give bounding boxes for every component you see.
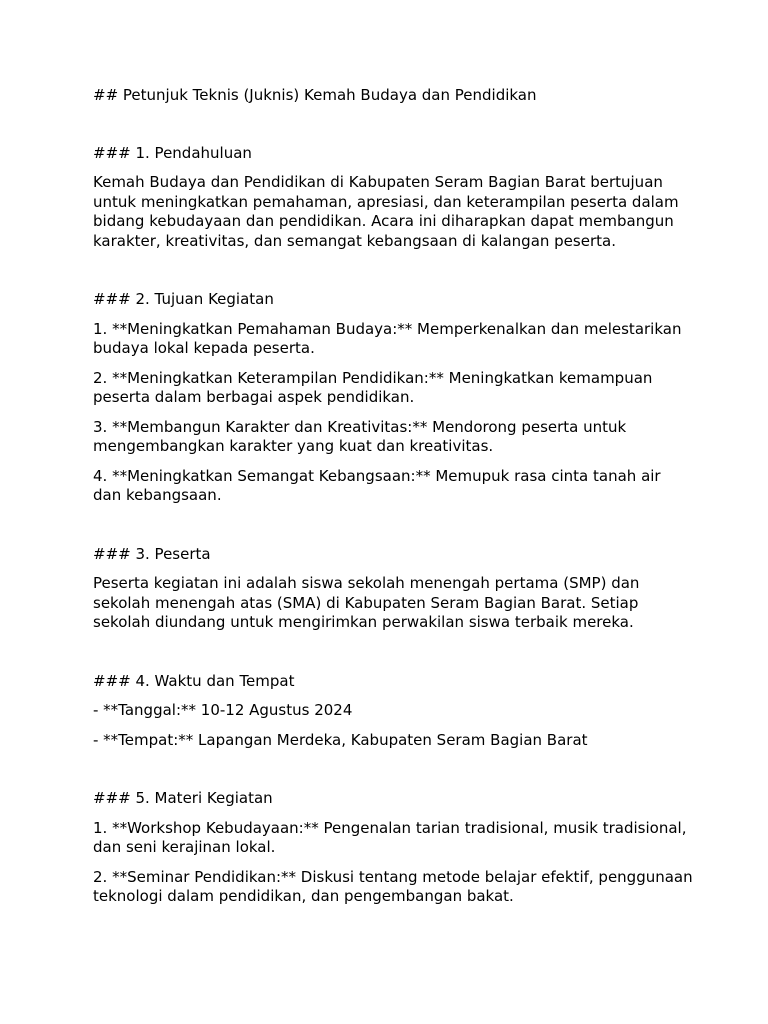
list-item: 2. **Seminar Pendidikan:** Diskusi tentang metode belajar efektif, penggunaan teknologi dalam pendidikan, dan pengembangan bakat. bbox=[93, 867, 693, 905]
section-materi-kegiatan bbox=[93, 789, 693, 907]
list-item: 1. **Workshop Kebudayaan:** Pengenalan tarian tradisional, musik tradisional, dan seni kerajinan lokal. bbox=[93, 818, 687, 856]
section-heading: ### 4. Waktu dan Tempat bbox=[93, 671, 295, 690]
list-item: 2. **Meningkatkan Keterampilan Pendidikan:** Meningkatkan kemampuan peserta dalam berbagai aspek pendidikan. bbox=[93, 368, 653, 406]
list-item: - **Tempat:** Lapangan Merdeka, Kabupaten Seram Bagian Barat bbox=[93, 730, 588, 749]
section-paragraph: Kemah Budaya dan Pendidikan di Kabupaten Seram Bagian Barat bertujuan untuk meningkatkan pemahaman, apresiasi, dan keterampilan peserta dalam bidang kebudayaan dan pendidikan. Acara ini diharapkan dapat membangun karakter, kreativitas, dan semangat kebangsaan di kalangan peserta. bbox=[93, 173, 679, 250]
list-item: 1. **Meningkatkan Pemahaman Budaya:** Memperkenalkan dan melestarikan budaya lokal kepada peserta. bbox=[93, 319, 682, 357]
section-heading: ### 2. Tujuan Kegiatan bbox=[93, 290, 274, 308]
section-heading: ### 3. Peserta bbox=[93, 544, 211, 563]
document-page bbox=[93, 86, 693, 917]
section-tujuan-kegiatan bbox=[93, 290, 693, 506]
list-item: 3. **Membangun Karakter dan Kreativitas:** Mendorong peserta untuk mengembangkan karakter yang kuat dan kreativitas. bbox=[93, 417, 627, 455]
section-waktu-tempat bbox=[93, 672, 693, 751]
section-pendahuluan bbox=[93, 144, 693, 252]
section-heading: ### 5. Materi Kegiatan bbox=[93, 789, 273, 807]
document-title: ## Petunjuk Teknis (Juknis) Kemah Budaya dan Pendidikan bbox=[93, 86, 537, 104]
list-item: 4. **Meningkatkan Semangat Kebangsaan:** Memupuk rasa cinta tanah air dan kebangsaan. bbox=[93, 466, 661, 504]
section-peserta bbox=[93, 545, 693, 633]
section-heading: ### 1. Pendahuluan bbox=[93, 143, 252, 162]
section-paragraph: Peserta kegiatan ini adalah siswa sekolah menengah pertama (SMP) dan sekolah menengah atas (SMA) di Kabupaten Seram Bagian Barat. Setiap sekolah diundang untuk mengirimkan perwakilan siswa terbaik mereka. bbox=[93, 574, 640, 631]
list-item: - **Tanggal:** 10-12 Agustus 2024 bbox=[93, 701, 353, 719]
